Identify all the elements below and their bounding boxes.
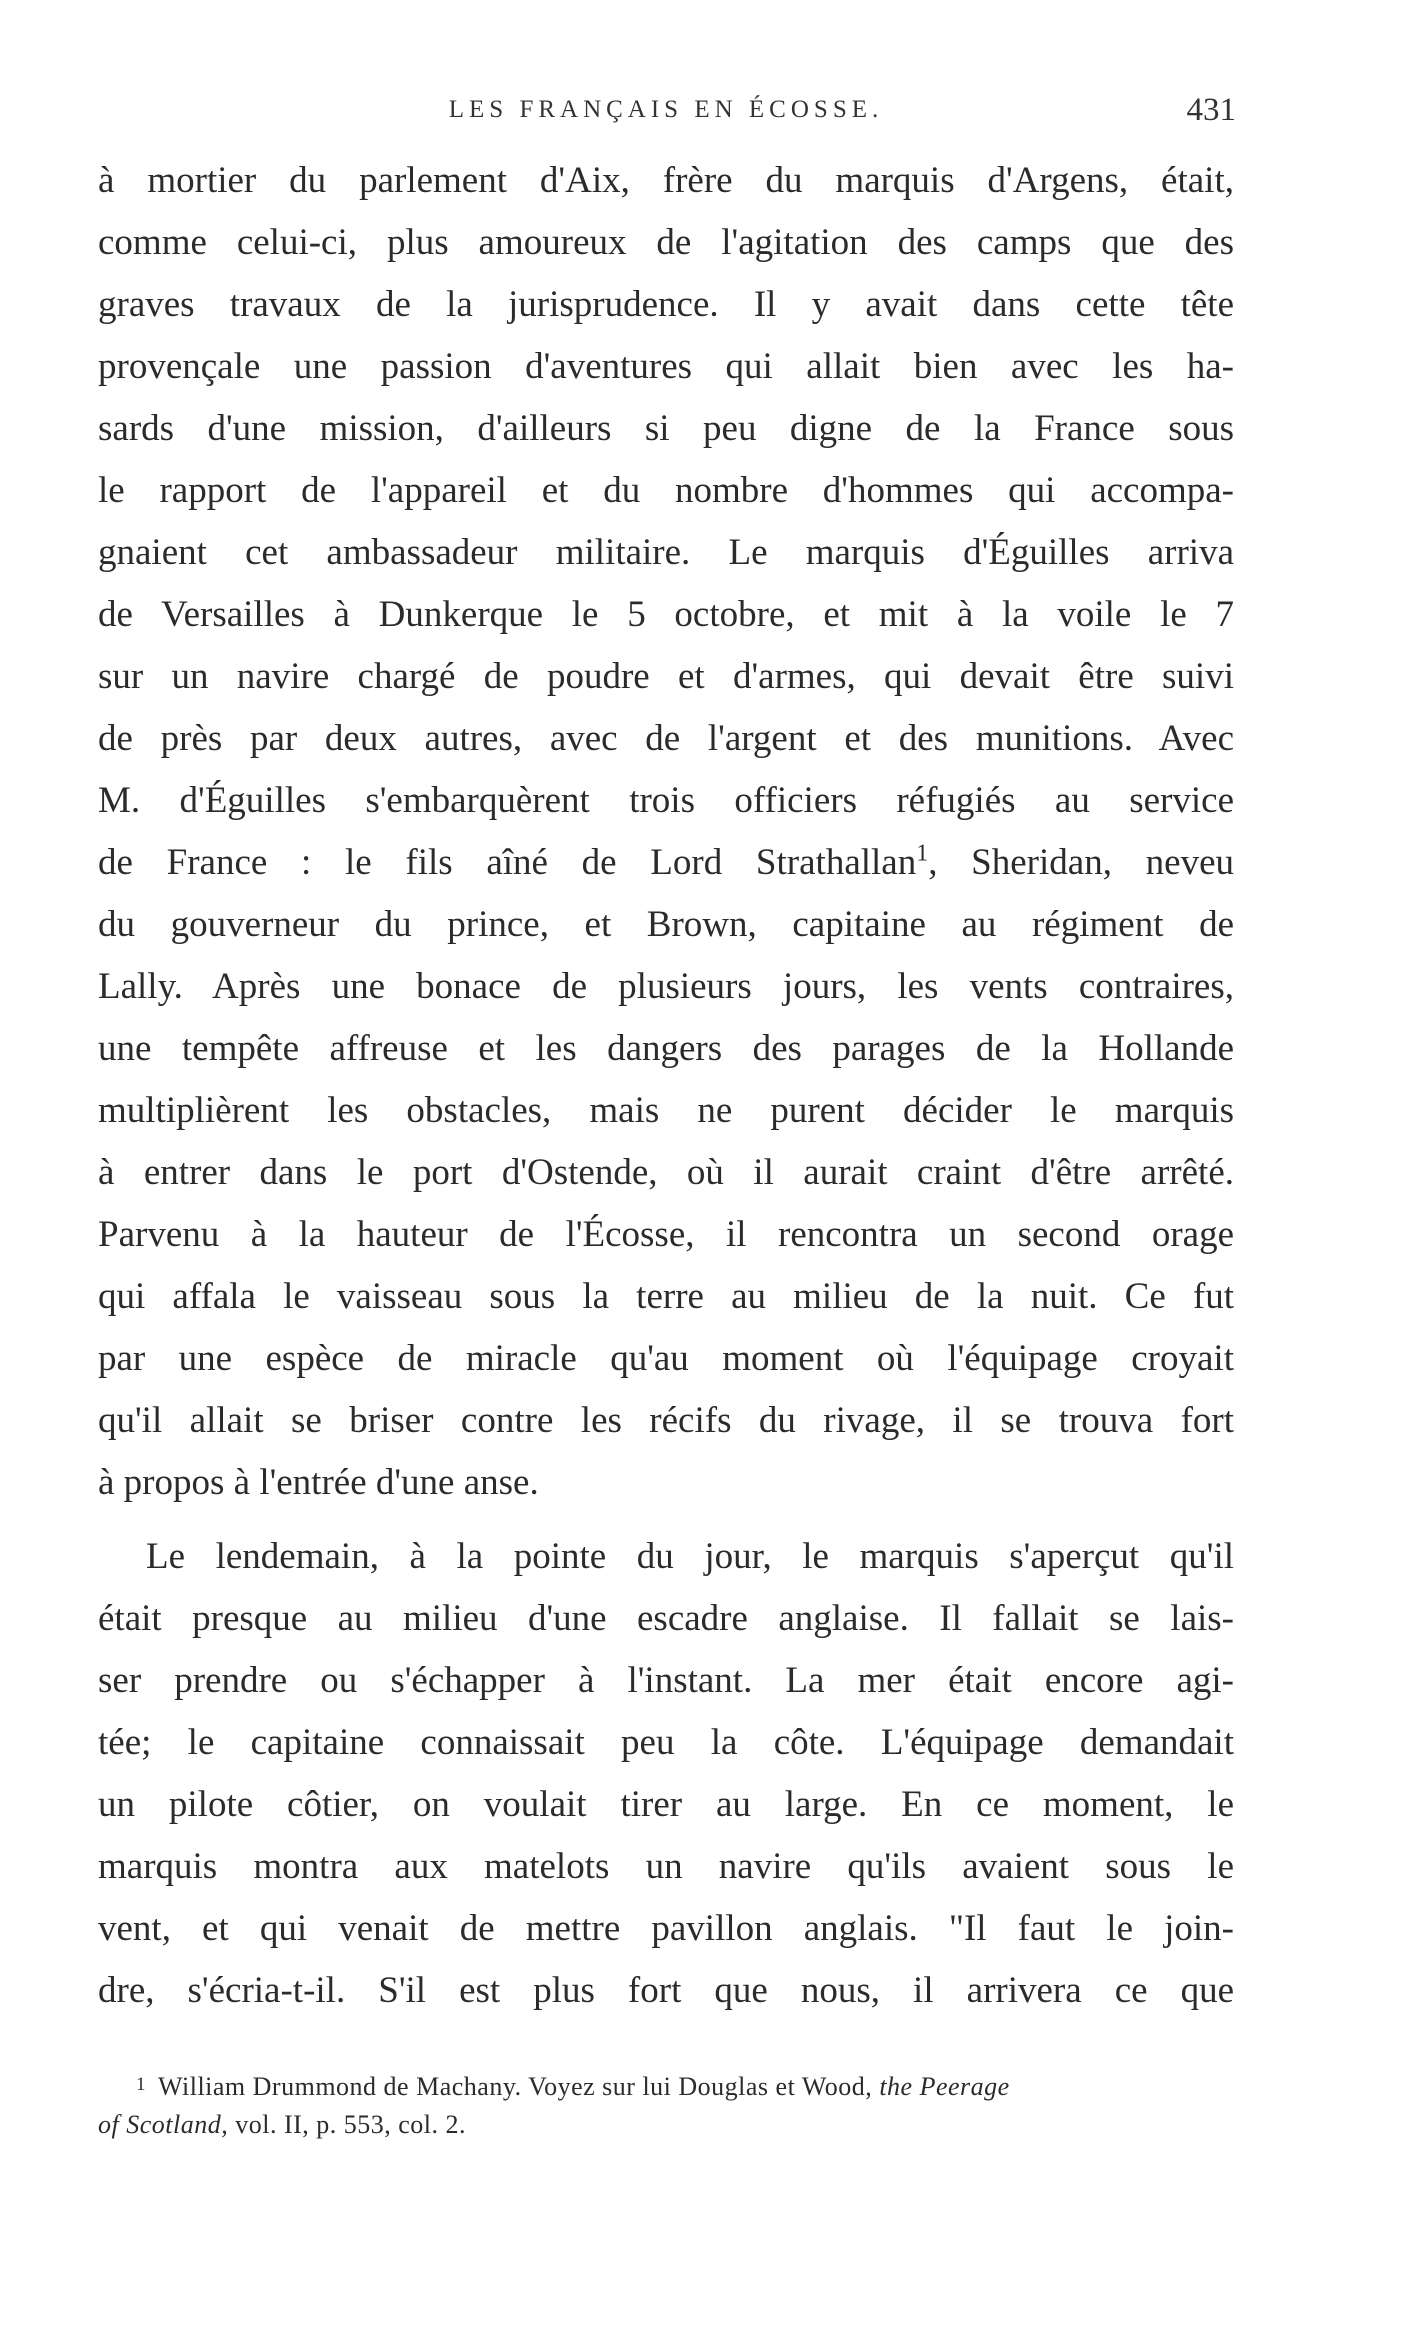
footnotes xyxy=(98,2065,1234,2145)
text-line: M. d'Éguilles s'embarquèrent trois officiers réfugiés au service xyxy=(98,780,1234,821)
footnote-line xyxy=(98,2065,1234,2105)
text-line: qu'il allait se briser contre les récifs du rivage, il se trouva fort xyxy=(98,1400,1234,1441)
running-head: LES FRANÇAIS EN ÉCOSSE. xyxy=(448,96,884,123)
footnote-mark: 1 xyxy=(136,2074,146,2095)
text-line: multiplièrent les obstacles, mais ne purent décider le marquis xyxy=(98,1090,1234,1131)
text-line: Lally. Après une bonace de plusieurs jours, les vents contraires, xyxy=(98,966,1234,1007)
footnote-reference[interactable]: 1 xyxy=(916,840,929,867)
text-line: de près par deux autres, avec de l'argent et des munitions. Avec xyxy=(98,718,1234,759)
footnote-text: William Drummond de Machany. Voyez sur lui Douglas et Wood, xyxy=(158,2072,880,2101)
text-line: du gouverneur du prince, et Brown, capitaine au régiment de xyxy=(98,904,1234,945)
text-line: marquis montra aux matelots un navire qu'ils avaient sous le xyxy=(98,1846,1234,1887)
text-line: vent, et qui venait de mettre pavillon anglais. "Il faut le join- xyxy=(98,1908,1234,1949)
text-line: une tempête affreuse et les dangers des parages de la Hollande xyxy=(98,1028,1234,1069)
text-line: sur un navire chargé de poudre et d'armes, qui devait être suivi xyxy=(98,656,1234,697)
page-header xyxy=(96,90,1236,140)
text-line: graves travaux de la jurisprudence. Il y avait dans cette tête xyxy=(98,284,1234,325)
footnote-italic-title: the Peerage xyxy=(879,2072,1010,2101)
text-line-with-footnote-ref xyxy=(98,832,1234,894)
paragraph-gap xyxy=(98,1514,1234,1526)
text-line: un pilote côtier, on voulait tirer au large. En ce moment, le xyxy=(98,1784,1234,1825)
text-line: par une espèce de miracle qu'au moment où l'équipage croyait xyxy=(98,1338,1234,1379)
footnote-text: vol. II, p. 553, col. 2. xyxy=(228,2110,467,2139)
text-line: tée; le capitaine connaissait peu la côte. L'équipage demandait xyxy=(98,1722,1234,1763)
text-line: à entrer dans le port d'Ostende, où il aurait craint d'être arrêté. xyxy=(98,1152,1234,1193)
footnote-line xyxy=(98,2105,1234,2145)
text-line: sards d'une mission, d'ailleurs si peu digne de la France sous xyxy=(98,408,1234,449)
footnote-italic-title: of Scotland, xyxy=(98,2110,229,2139)
page-number: 431 xyxy=(1186,92,1236,128)
text-line: était presque au milieu d'une escadre anglaise. Il fallait se lais- xyxy=(98,1598,1234,1639)
text-line: Parvenu à la hauteur de l'Écosse, il rencontra un second orage xyxy=(98,1214,1234,1255)
text-line: qui affala le vaisseau sous la terre au milieu de la nuit. Ce fut xyxy=(98,1276,1234,1317)
paragraph-2 xyxy=(98,1526,1234,2022)
text-line: à propos à l'entrée d'une anse. xyxy=(98,1462,539,1503)
text-line: dre, s'écria-t-il. S'il est plus fort que nous, il arrivera ce que xyxy=(98,1970,1234,2011)
text-line: le rapport de l'appareil et du nombre d'hommes qui accompa- xyxy=(98,470,1234,511)
paragraph-1 xyxy=(98,150,1234,1514)
text-line: provençale une passion d'aventures qui allait bien avec les ha- xyxy=(98,346,1234,387)
text-line: ser prendre ou s'échapper à l'instant. La mer était encore agi- xyxy=(98,1660,1234,1701)
text-line: à mortier du parlement d'Aix, frère du marquis d'Argens, était, xyxy=(98,160,1234,201)
text-segment: de France : le fils aîné de Lord Strathallan xyxy=(98,842,917,883)
body-text xyxy=(98,150,1234,2022)
text-line: gnaient cet ambassadeur militaire. Le marquis d'Éguilles arriva xyxy=(98,532,1234,573)
text-line: Le lendemain, à la pointe du jour, le marquis s'aperçut qu'il xyxy=(146,1536,1234,1577)
text-segment: , Sheridan, neveu xyxy=(928,842,1234,883)
text-line: de Versailles à Dunkerque le 5 octobre, et mit à la voile le 7 xyxy=(98,594,1234,635)
text-line: comme celui-ci, plus amoureux de l'agitation des camps que des xyxy=(98,222,1234,263)
